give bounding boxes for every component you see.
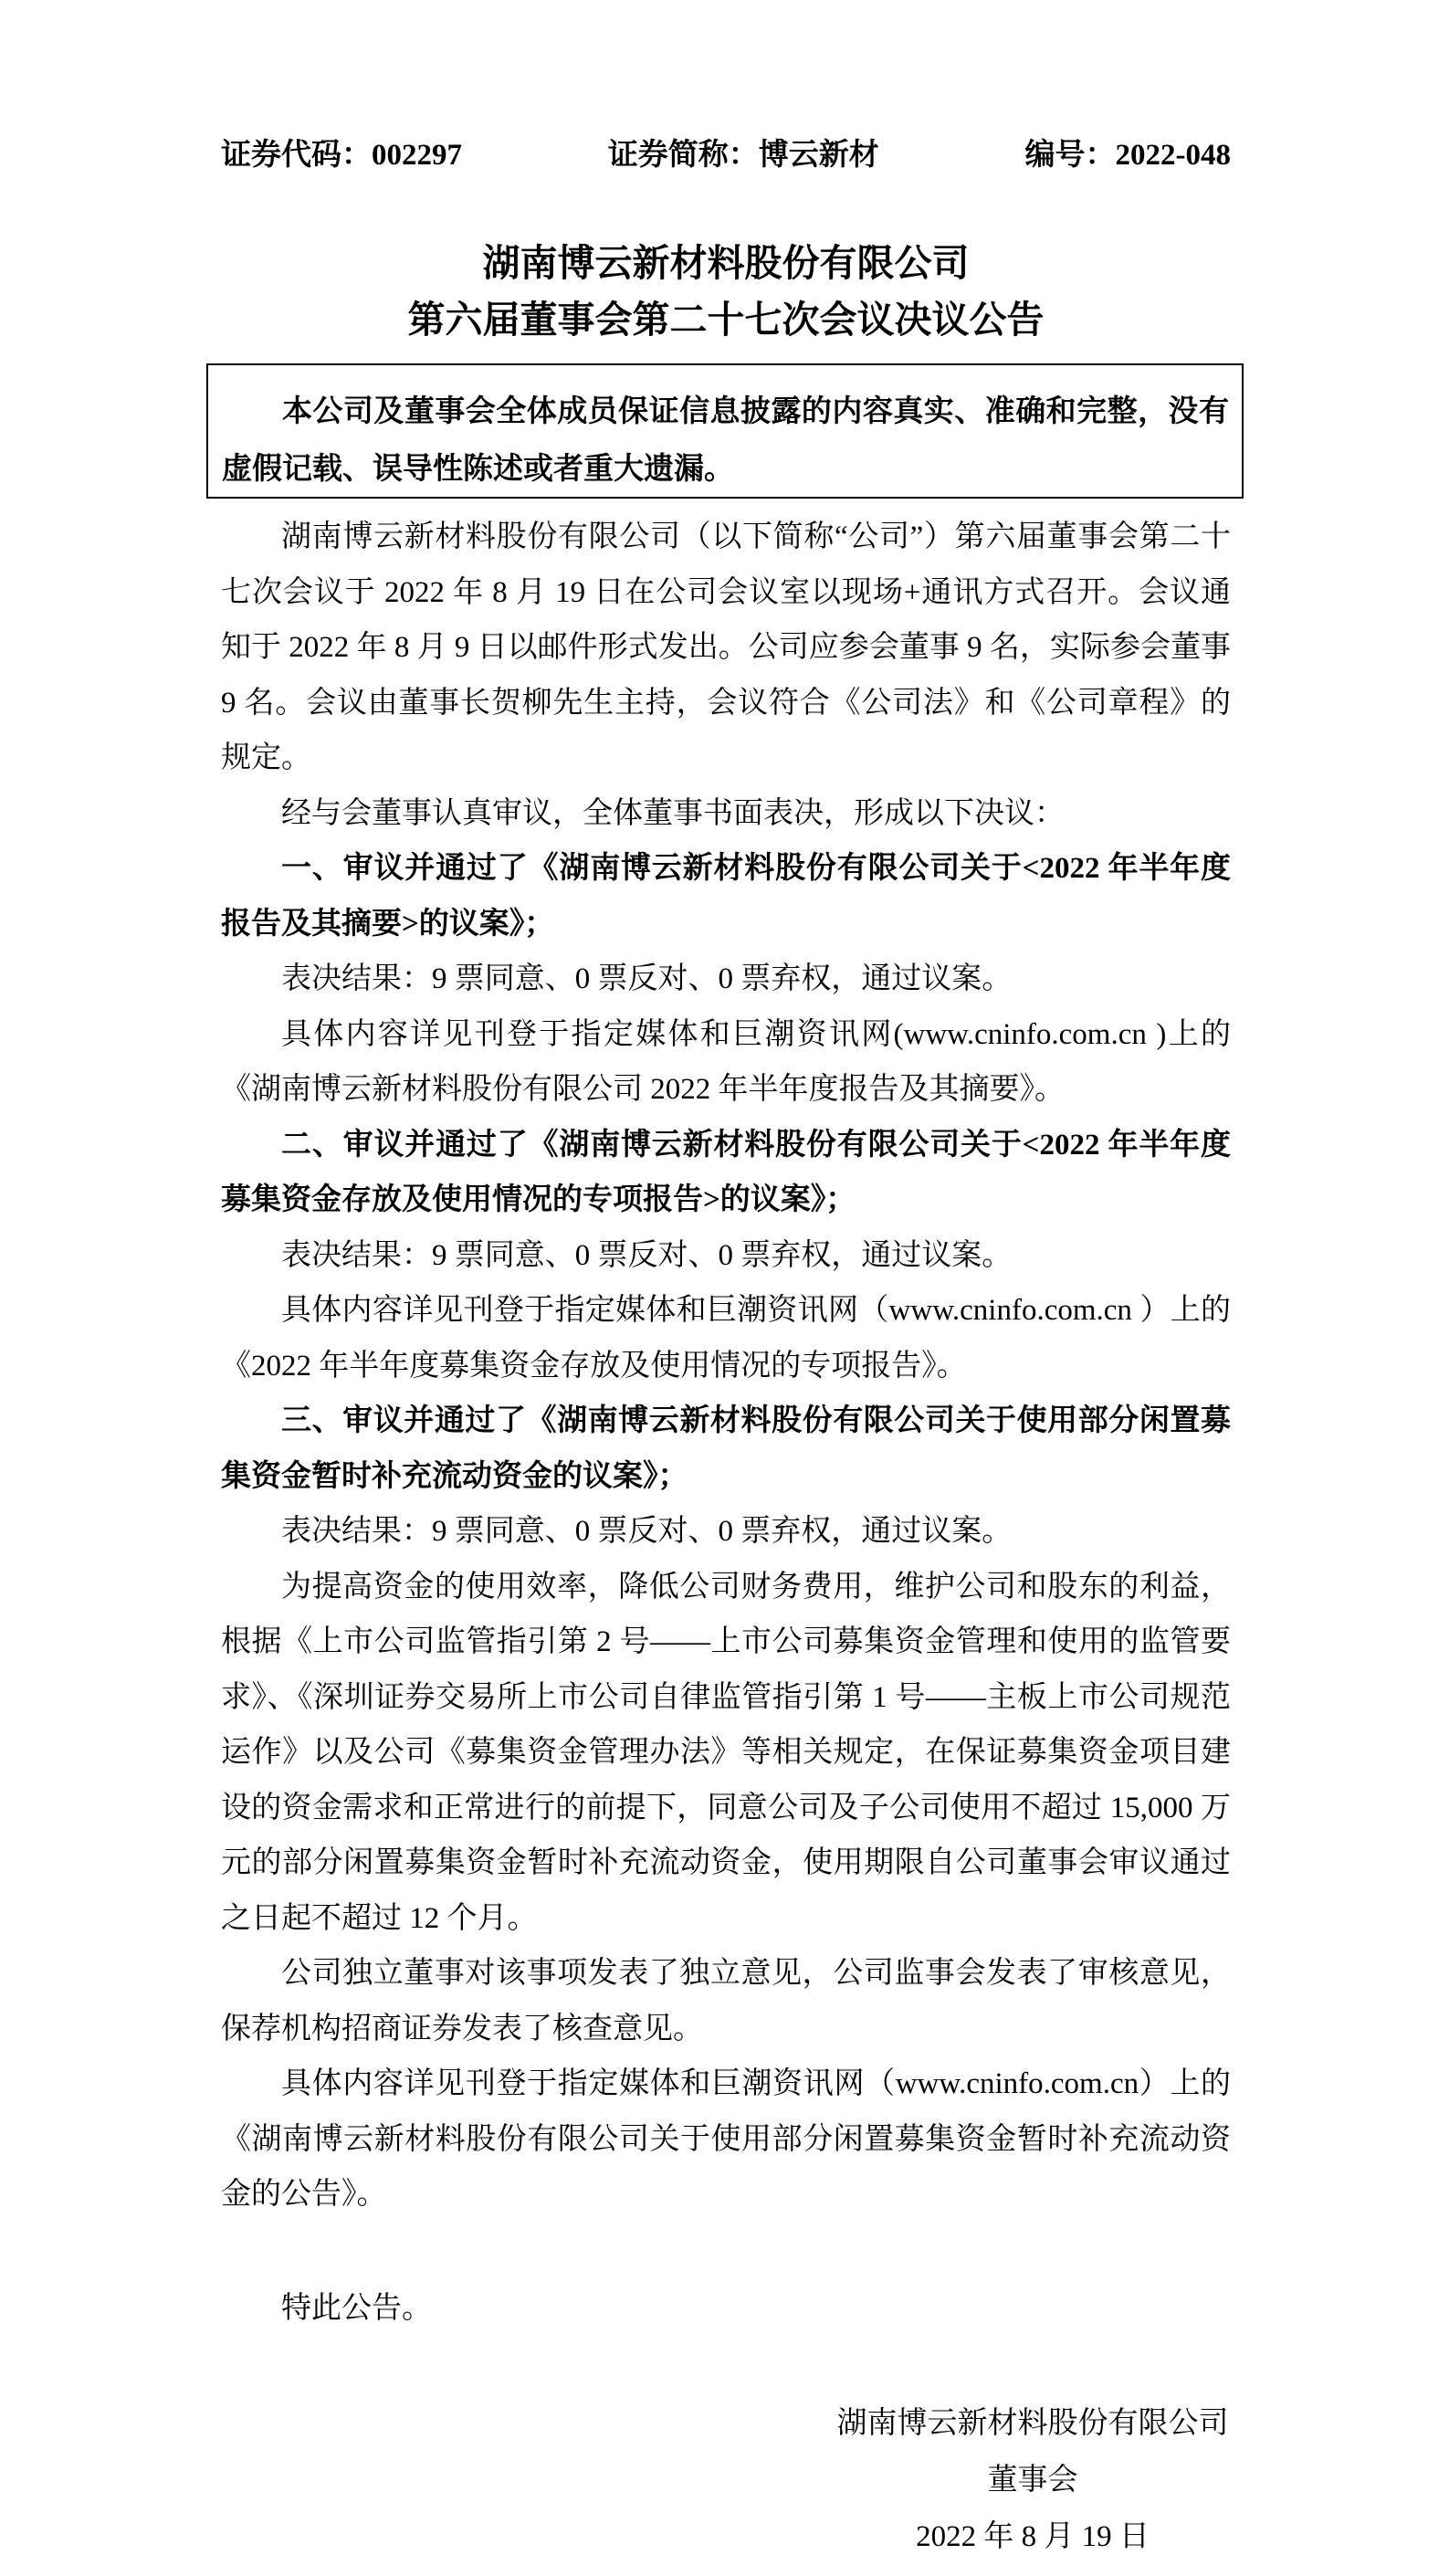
closing-statement: 特此公告。 [281, 2291, 432, 2325]
company-name-title: 湖南博云新材料股份有限公司 [482, 242, 970, 284]
announcement-title: 第六届董事会第二十七次会议决议公告 [407, 299, 1045, 341]
signature-block [835, 2395, 1231, 2565]
resolution-3-opinions: 公司独立董事对该事项发表了独立意见，公司监事会发表了审核意见，保荐机构招商证券发表了核查意见。 [221, 1957, 1231, 2045]
resolution-3-vote-result: 表决结果：9 票同意、0 票反对、0 票弃权，通过议案。 [281, 1515, 1013, 1548]
meeting-summary-paragraph: 湖南博云新材料股份有限公司（以下简称“公司”）第六届董事会第二十七次会议于 2022 年 8 月 19 日在公司会议室以现场+通讯方式召开。会议通知于 2022 年 8 月 9 日以邮件形式发出。公司应参会董事 9 名，实际参会董事 9 名。会议由董事长贺柳先生主持，会议符合《公司法》和《公司章程》的规定。 [221, 520, 1231, 774]
announcement-number: 编号：2022-048 [1024, 139, 1231, 172]
resolution-2-details: 具体内容详见刊登于指定媒体和巨潮资讯网（www.cninfo.com.cn ）上的《2022 年半年度募集资金存放及使用情况的专项报告》。 [221, 1294, 1231, 1383]
stock-code: 证券代码：002297 [221, 139, 462, 172]
disclaimer-box [206, 363, 1244, 499]
signature-date: 2022 年 8 月 19 日 [916, 2520, 1150, 2553]
document-body [221, 510, 1231, 2223]
signature-company: 湖南博云新材料股份有限公司 [836, 2407, 1229, 2440]
disclaimer-text: 本公司及董事会全体成员保证信息披露的内容真实、准确和完整，没有虚假记载、误导性陈述或者重大遗漏。 [222, 395, 1229, 486]
resolution-2-vote-result: 表决结果：9 票同意、0 票反对、0 票弃权，通过议案。 [281, 1238, 1013, 1272]
document-header [221, 140, 1231, 171]
stock-short-name: 证券简称：博云新材 [607, 139, 879, 172]
resolution-3-description: 为提高资金的使用效率，降低公司财务费用，维护公司和股东的利益，根据《上市公司监管指引第 2 号——上市公司募集资金管理和使用的监管要求》、《深圳证券交易所上市公司自律监管指引第 1 号——主板上市公司规范运作》以及公司《募集资金管理办法》等相关规定，在保证募集资金项目建设的资金需求和正常进行的前提下，同意公司及子公司使用不超过 15,000 万元的部分闲置募集资金暂时补充流动资金，使用期限自公司董事会审议通过之日起不超过 12 个月。 [221, 1570, 1231, 1935]
resolution-1-details: 具体内容详见刊登于指定媒体和巨潮资讯网(www.cninfo.com.cn )上的《湖南博云新材料股份有限公司 2022 年半年度报告及其摘要》。 [221, 1017, 1231, 1106]
resolution-3-heading: 三、审议并通过了《湖南博云新材料股份有限公司关于使用部分闲置募集资金暂时补充流动资金的议案》； [221, 1404, 1231, 1493]
resolution-1-vote-result: 表决结果：9 票同意、0 票反对、0 票弃权，通过议案。 [281, 962, 1013, 995]
resolution-3-details: 具体内容详见刊登于指定媒体和巨潮资讯网（www.cninfo.com.cn）上的《湖南博云新材料股份有限公司关于使用部分闲置募集资金暂时补充流动资金的公告》。 [221, 2067, 1231, 2211]
resolution-1-heading: 一、审议并通过了《湖南博云新材料股份有限公司关于<2022 年半年度报告及其摘要>的议案》； [221, 852, 1231, 941]
resolution-2-heading: 二、审议并通过了《湖南博云新材料股份有限公司关于<2022 年半年度募集资金存放及使用情况的专项报告>的议案》； [221, 1128, 1231, 1216]
resolutions-intro-paragraph: 经与会董事认真审议，全体董事书面表决，形成以下决议： [281, 796, 1065, 830]
signature-board: 董事会 [987, 2464, 1078, 2497]
